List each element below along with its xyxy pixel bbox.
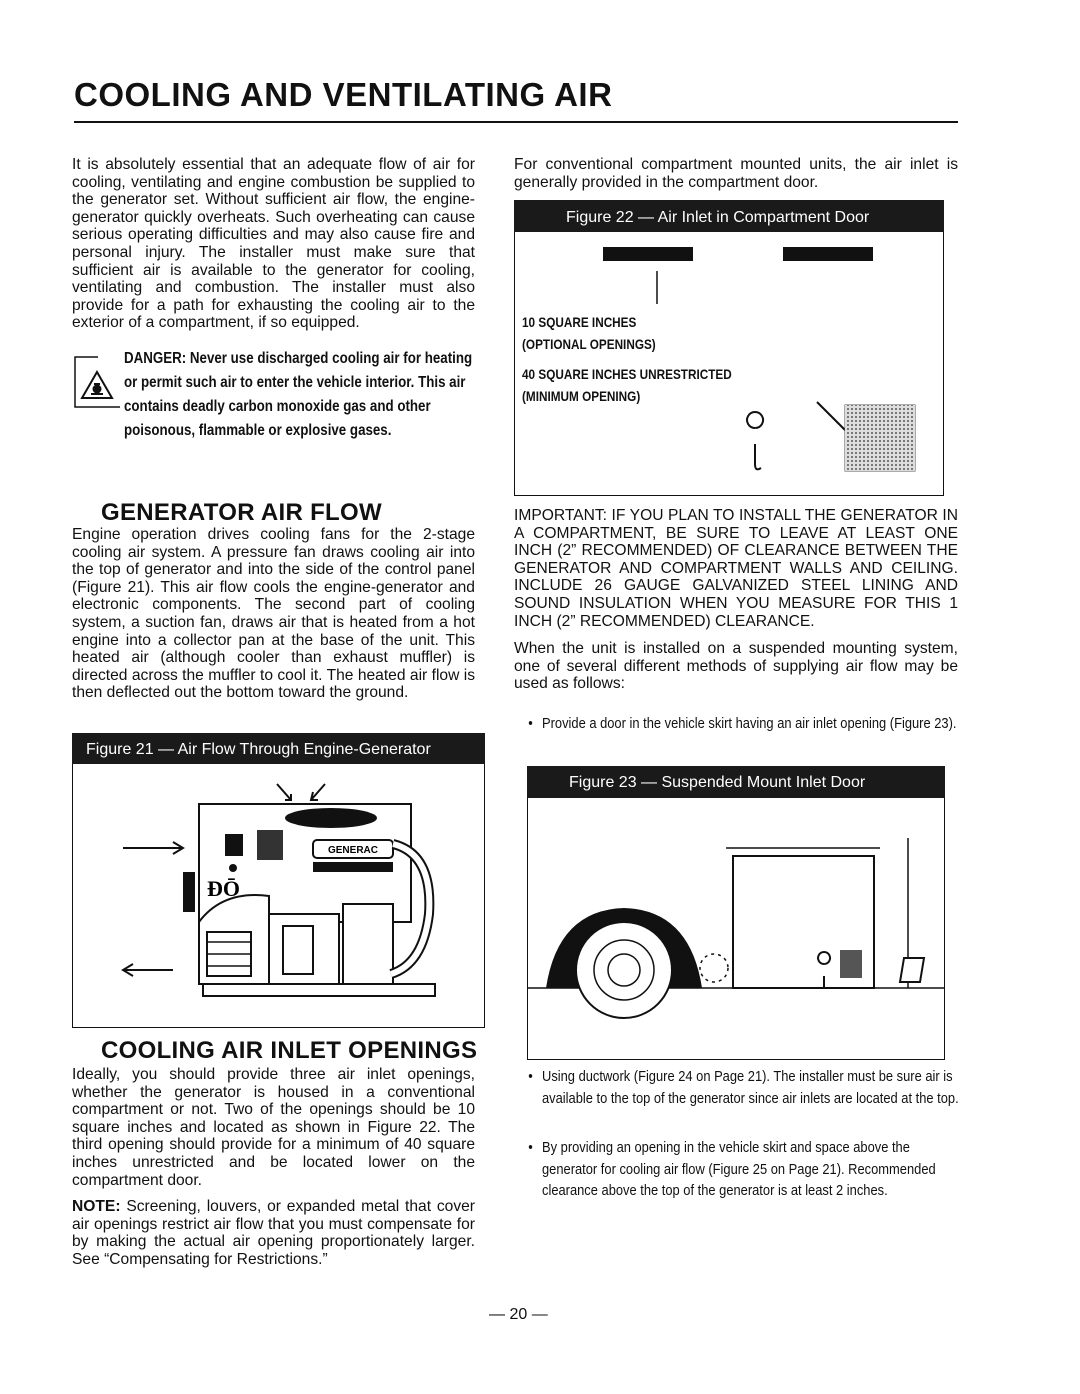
fig22-label-10sq: 10 SQUARE INCHES xyxy=(522,314,637,330)
bullet-skirt-opening: • By providing an opening in the vehicle skirt and space above the generator for cooling air flow (Figure 25 on Page 21). Recommended clearance above the top of the generator is at least 2 inches. xyxy=(528,1139,936,1199)
note-label: NOTE: xyxy=(72,1198,121,1216)
compartment-paragraph: For conventional compartment mounted units, the air inlet is generally provided in the compartment door. xyxy=(514,156,958,191)
inlet-openings-heading: COOLING AIR INLET OPENINGS xyxy=(101,1037,478,1064)
airflow-paragraph: Engine operation drives cooling fans for the 2-stage cooling air system. A pressure fan draws cooling air into the top of generator and into the side of the control panel (Figure 21). This air flow cools the engine-generator and electronic components. The second part of cooling system, a suction fan, draws air that is heated from a hot engine into a collector pan at the base of the unit. This heated air (although cooler than exhaust muffler) is directed across the muffler to cool it. The heated air flow is then deflected out the bottom toward the ground. xyxy=(72,526,475,702)
bullet-skirt-door-text: Provide a door in the vehicle skirt having an air inlet opening (Figure 23). xyxy=(542,715,957,732)
bullet-skirt-opening-text: By providing an opening in the vehicle skirt and space above the generator for cooling air flow (Figure 25 on Page 21). Recommended clearance above the top of the generator is at least 2 inches. xyxy=(542,1139,936,1199)
fig22-label-40sq: 40 SQUARE INCHES UNRESTRICTED xyxy=(522,366,732,382)
figure-23-illustration xyxy=(527,798,945,1060)
bullet-skirt-door: • Provide a door in the vehicle skirt having an air inlet opening (Figure 23). xyxy=(528,715,957,732)
figure-21-caption: Figure 21 — Air Flow Through Engine-Generator xyxy=(72,733,485,767)
suspended-paragraph: When the unit is installed on a suspended mounting system, one of several different methods of supplying air flow may be used as follows: xyxy=(514,640,958,693)
fig22-label-optional: (OPTIONAL OPENINGS) xyxy=(522,336,656,352)
page-number: — 20 — xyxy=(489,1306,548,1323)
inlet-openings-paragraph: Ideally, you should provide three air inlet openings, whether the generator is housed in a conventional compartment or not. Two of the openings should be 10 square inches and located as shown in Figure 22. The third opening should provide for a minimum of 40 square inches unrestricted and be located lower on the compartment door. xyxy=(72,1066,475,1189)
bullet-ductwork-text: Using ductwork (Figure 24 on Page 21). The installer must be sure air is available to the top of the generator since air inlets are located at the top. xyxy=(542,1068,959,1107)
figure-22-caption: Figure 22 — Air Inlet in Compartment Door xyxy=(514,200,944,236)
danger-warning: DANGER: Never use discharged cooling air for heating or permit such air to enter the vehicle interior. This air contains deadly carbon monoxide gas and other poisonous, flammable or explosive gases. xyxy=(124,350,473,439)
generac-logo: GENERAC xyxy=(327,845,379,856)
figure-22-illustration xyxy=(514,232,944,496)
title-rule xyxy=(74,121,958,123)
important-notice: IMPORTANT: IF YOU PLAN TO INSTALL THE GENERATOR IN A COMPARTMENT, BE SURE TO LEAVE AT LEAST ONE INCH (2” RECOMMENDED) OF CLEARANCE BETWEEN THE GENERATOR AND COMPARTMENT WALLS AND CEILING. INCLUDE 26 GAUGE GALVANIZED STEEL LINING AND SOUND INSULATION WHEN YOU MEASURE FOR THIS 1 INCH (2” RECOMMENDED) CLEARANCE. xyxy=(514,507,958,630)
note-paragraph xyxy=(72,1198,475,1268)
page-title: COOLING AND VENTILATING AIR xyxy=(74,76,613,113)
note-text: Screening, louvers, or expanded metal that cover air openings restrict air flow that you must compensate for by making the actual air opening proportionately larger. See “Compensating for Restrictions.” xyxy=(72,1198,475,1268)
intro-paragraph: It is absolutely essential that an adequate flow of air for cooling, ventilating and engine combustion be supplied to the generator set. Without sufficient air flow, the engine-generator quickly overheats. Such overheating can cause serious operating difficulties and may also cause fire and personal injury. The installer must make sure that sufficient air is available to the generator for cooling, ventilating and combustion. The installer must also provide for a path for exhausting the cooling air to the exterior of a compartment, if so equipped. xyxy=(72,156,475,332)
svg-text:ĐŌ: ĐŌ xyxy=(207,876,240,901)
figure-23-caption: Figure 23 — Suspended Mount Inlet Door xyxy=(527,766,945,800)
airflow-heading: GENERATOR AIR FLOW xyxy=(101,499,382,526)
bullet-ductwork: • Using ductwork (Figure 24 on Page 21). The installer must be sure air is available to the top of the generator since air inlets are located at the top. xyxy=(528,1068,959,1107)
fig22-label-minimum: (MINIMUM OPENING) xyxy=(522,388,641,404)
figure-21-illustration xyxy=(72,764,485,1028)
danger-icon xyxy=(74,356,120,408)
